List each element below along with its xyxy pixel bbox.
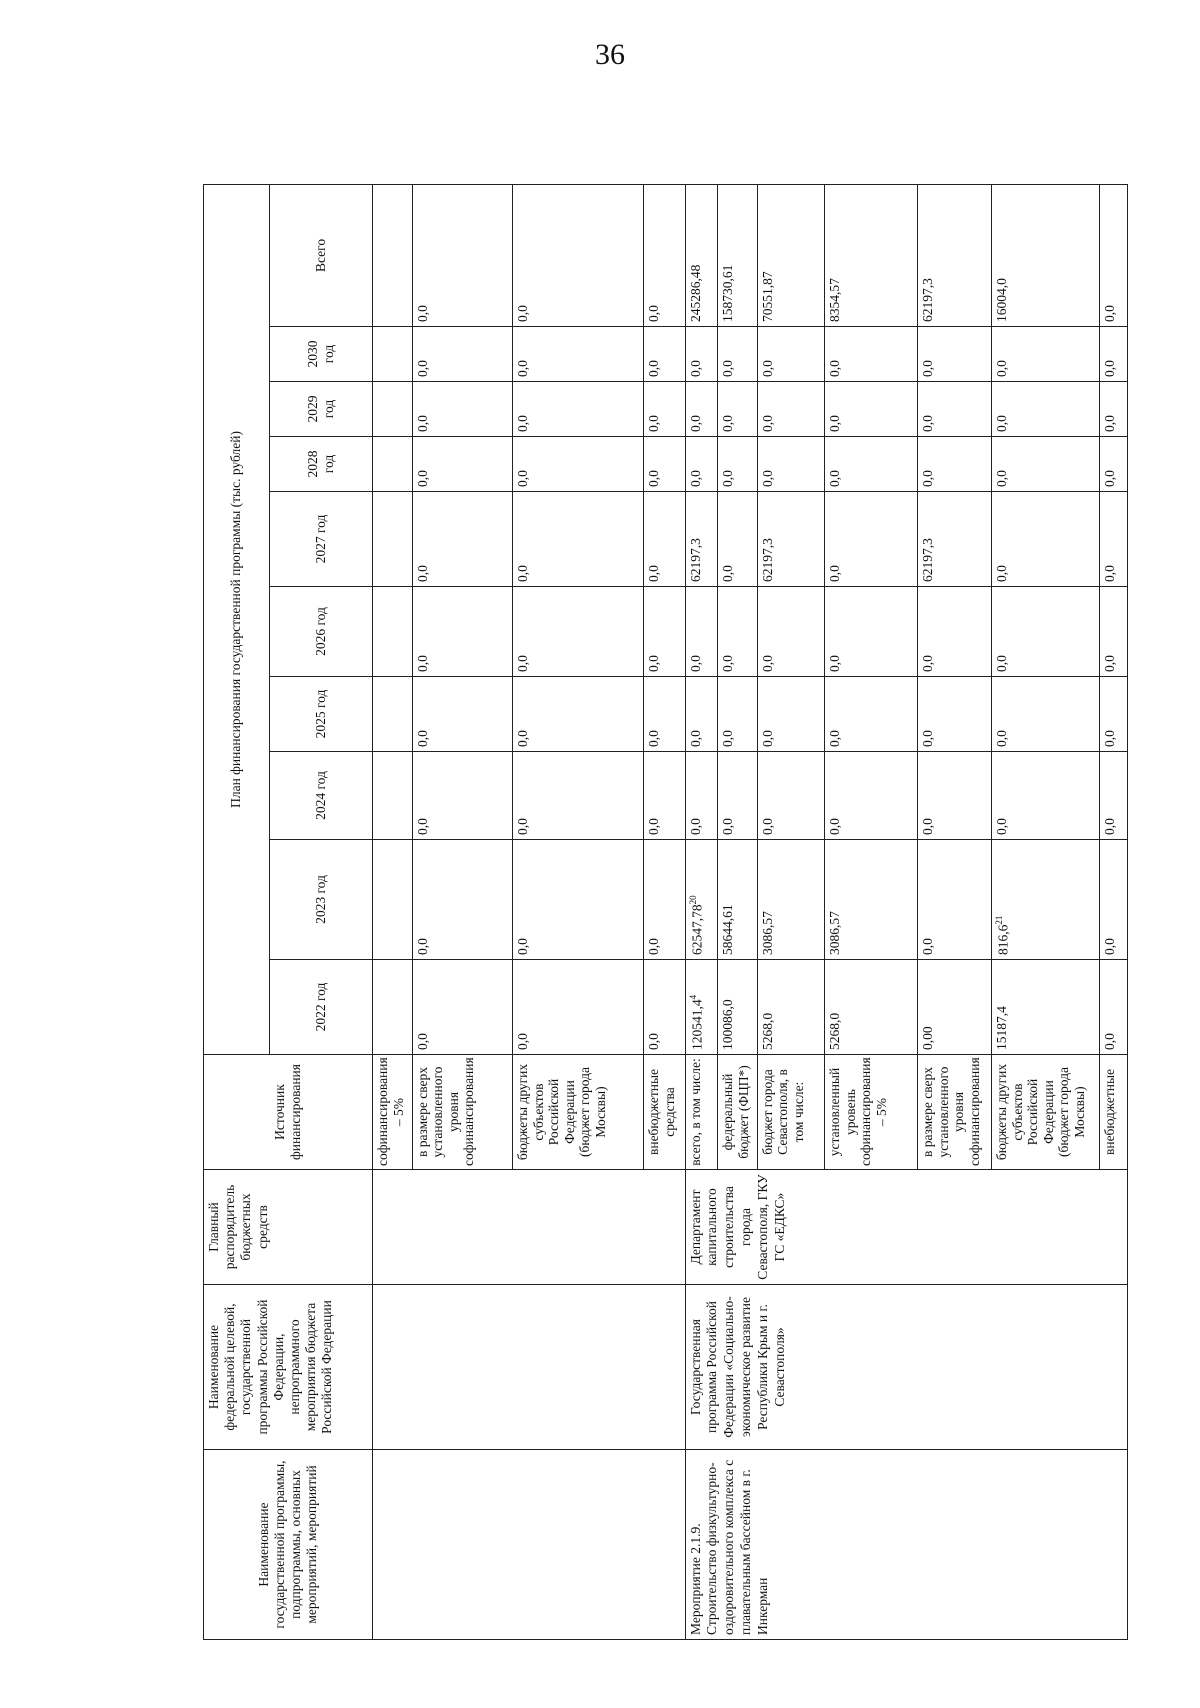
value-cell: 0,0 — [918, 587, 992, 677]
source-cell: бюджеты других субъектов Российской Федерации (бюджет города Москвы) — [992, 1055, 1099, 1170]
value-cell: 0,0 — [412, 382, 512, 437]
value-cell: 0,0 — [685, 382, 718, 437]
value-cell: 0,0 — [513, 437, 644, 492]
header-col-measure: Наименование государственной программы, подпрограммы, основных мероприятий, мероприятий — [204, 1450, 373, 1640]
value-cell: 0,0 — [825, 587, 918, 677]
value-cell: 816,6$^{21}$ — [992, 840, 1099, 960]
value-cell: 0,0 — [918, 327, 992, 382]
total-cell: 8354,57 — [825, 184, 918, 326]
header-row-1 — [204, 184, 270, 1639]
total-cell: 62197,3 — [918, 184, 992, 326]
value-cell: 0,0 — [1099, 382, 1127, 437]
header-col-program: Наименование федеральной целевой, государственной программы Российской Федерации, непрограммного мероприятия бюджета Российской Федерации — [204, 1285, 373, 1450]
value-cell: 0,0 — [412, 840, 512, 960]
value-cell: 0,0 — [644, 677, 685, 752]
footnote-ref: 20 — [687, 895, 698, 905]
program-name: Государственная программа Российской Федерации «Социально-экономическое развитие Республики Крым и г. Севастополя» — [685, 1285, 1127, 1450]
rotated-table-wrapper — [203, 185, 1128, 1640]
value-cell: 0,0 — [412, 677, 512, 752]
value-cell: 0,0 — [412, 960, 512, 1055]
value-cell: 0,0 — [513, 960, 644, 1055]
page-number: 36 — [595, 38, 625, 71]
value-cell: 0,0 — [718, 437, 757, 492]
total-cell: 158730,61 — [718, 184, 757, 326]
value-cell: 0,0 — [412, 437, 512, 492]
value-cell: 0,0 — [644, 840, 685, 960]
total-cell: 16004,0 — [992, 184, 1099, 326]
total-cell: 0,0 — [1099, 184, 1127, 326]
table-row — [685, 184, 718, 1639]
header-plan-group: План финансирования государственной программы (тыс. рублей) — [204, 184, 270, 1054]
value-cell: 3086,57 — [757, 840, 825, 960]
value-cell: 3086,57 — [825, 840, 918, 960]
total-cell: 245286,48 — [685, 184, 718, 326]
header-year: 2028 год — [269, 437, 373, 492]
value-cell: 0,0 — [1099, 437, 1127, 492]
value-cell: 0,0 — [412, 752, 512, 840]
value-cell: 0,0 — [1099, 960, 1127, 1055]
source-cell: установленный уровень софинансирования – 5% — [825, 1055, 918, 1170]
value-cell: 0,0 — [644, 382, 685, 437]
value-cell: 0,0 — [718, 382, 757, 437]
value-cell: 0,0 — [685, 327, 718, 382]
total-cell: 0,0 — [412, 184, 512, 326]
value-cell: 0,0 — [685, 587, 718, 677]
value-cell: 0,0 — [757, 437, 825, 492]
value-cell: 0,0 — [685, 752, 718, 840]
value-cell — [373, 960, 412, 1055]
prev-program-cell — [373, 1285, 685, 1450]
value-cell: 0,0 — [513, 587, 644, 677]
footnote-ref: 4 — [687, 994, 698, 1000]
footnote-ref: 21 — [994, 915, 1005, 925]
header-total: Всего — [269, 184, 373, 326]
value-cell: 0,0 — [412, 327, 512, 382]
value-cell: 0,0 — [513, 752, 644, 840]
value-cell: 0,0 — [644, 960, 685, 1055]
value-cell: 0,0 — [1099, 677, 1127, 752]
value-cell: 0,0 — [513, 382, 644, 437]
header-year: 2024 год — [269, 752, 373, 840]
value-cell: 5268,0 — [757, 960, 825, 1055]
source-cell: всего, в том числе: — [685, 1055, 718, 1170]
value-cell: 0,0 — [412, 587, 512, 677]
value-cell: 0,0 — [992, 752, 1099, 840]
source-cell: внебюджетные — [1099, 1055, 1127, 1170]
value-cell: 0,0 — [412, 492, 512, 587]
value-cell — [373, 752, 412, 840]
value-cell: 0,0 — [825, 382, 918, 437]
value-cell: 0,0 — [718, 752, 757, 840]
header-col-source: Источник финансирования — [204, 1055, 373, 1170]
value-cell — [373, 437, 412, 492]
source-cell: бюджет города Севастополя, в том числе: — [757, 1055, 825, 1170]
value-cell — [373, 677, 412, 752]
value-cell: 0,0 — [513, 492, 644, 587]
value-cell: 0,0 — [1099, 327, 1127, 382]
prev-measure-cell — [373, 1450, 685, 1640]
header-year: 2029 год — [269, 382, 373, 437]
value-cell: 0,0 — [918, 840, 992, 960]
value-cell: 0,0 — [513, 327, 644, 382]
header-year: 2030 год — [269, 327, 373, 382]
value-cell: 0,0 — [1099, 840, 1127, 960]
value-cell: 0,0 — [992, 382, 1099, 437]
value-cell: 0,0 — [918, 677, 992, 752]
prev-manager-cell — [373, 1170, 685, 1285]
value-cell: 0,0 — [918, 382, 992, 437]
header-year: 2022 год — [269, 960, 373, 1055]
header-col-manager: Главный распорядитель бюджетных средств — [204, 1170, 373, 1285]
value-cell: 0,0 — [825, 677, 918, 752]
value-cell: 100086,0 — [718, 960, 757, 1055]
total-cell: 0,0 — [513, 184, 644, 326]
value-cell: 58644,61 — [718, 840, 757, 960]
value-cell: 0,0 — [992, 492, 1099, 587]
value-cell: 0,0 — [644, 492, 685, 587]
total-cell: 0,0 — [644, 184, 685, 326]
value-cell: 0,0 — [644, 752, 685, 840]
value-cell: 0,0 — [513, 840, 644, 960]
value-cell: 5268,0 — [825, 960, 918, 1055]
value-cell: 0,0 — [685, 677, 718, 752]
value-cell: 0,0 — [918, 752, 992, 840]
value-cell: 0,0 — [992, 327, 1099, 382]
value-cell: 0,0 — [825, 752, 918, 840]
value-cell: 0,0 — [918, 437, 992, 492]
value-cell: 0,0 — [992, 587, 1099, 677]
total-cell — [373, 184, 412, 326]
value-cell: 120541,4$^4$ — [685, 960, 718, 1055]
value-cell: 15187,4 — [992, 960, 1099, 1055]
value-cell: 0,0 — [685, 437, 718, 492]
value-cell: 0,0 — [718, 327, 757, 382]
header-year: 2023 год — [269, 840, 373, 960]
value-cell: 0,0 — [513, 677, 644, 752]
value-cell — [373, 327, 412, 382]
source-cell: внебюджетные средства — [644, 1055, 685, 1170]
value-cell: 0,0 — [1099, 492, 1127, 587]
value-cell: 62547,78$^{20}$ — [685, 840, 718, 960]
value-cell: 0,0 — [718, 587, 757, 677]
value-cell: 0,0 — [1099, 752, 1127, 840]
measure-name: Мероприятие 2.1.9. Строительство физкультурно-оздоровительного комплекса с плавательным бассейном в г. Инкерман — [685, 1450, 1127, 1640]
source-cell: бюджеты других субъектов Российской Федерации (бюджет города Москвы) — [513, 1055, 644, 1170]
header-year: 2026 год — [269, 587, 373, 677]
source-cell: в размере сверх установленного уровня софинансирования — [918, 1055, 992, 1170]
value-cell — [373, 492, 412, 587]
value-cell: 0,0 — [718, 492, 757, 587]
value-cell: 0,0 — [992, 677, 1099, 752]
value-cell — [373, 587, 412, 677]
value-cell: 0,0 — [644, 587, 685, 677]
source-cell: софинансирования – 5% — [373, 1055, 412, 1170]
value-cell: 0,0 — [757, 327, 825, 382]
value-cell: 0,0 — [825, 327, 918, 382]
value-cell: 62197,3 — [685, 492, 718, 587]
value-cell: 0,0 — [757, 382, 825, 437]
value-cell: 0,0 — [757, 752, 825, 840]
value-cell: 0,0 — [757, 677, 825, 752]
header-year: 2025 год — [269, 677, 373, 752]
value-cell: 0,0 — [644, 327, 685, 382]
value-cell: 0,0 — [1099, 587, 1127, 677]
value-cell: 0,0 — [825, 492, 918, 587]
value-cell: 62197,3 — [757, 492, 825, 587]
financing-table — [203, 184, 1128, 1640]
source-cell: федеральный бюджет (ФЦП*) — [718, 1055, 757, 1170]
header-year: 2027 год — [269, 492, 373, 587]
value-cell: 62197,3 — [918, 492, 992, 587]
value-cell — [373, 840, 412, 960]
total-cell: 70551,87 — [757, 184, 825, 326]
value-cell: 0,0 — [718, 677, 757, 752]
value-cell: 0,0 — [992, 437, 1099, 492]
budget-manager: Департамент капитального строительства города Севастополя, ГКУ ГС «ЕДКС» — [685, 1170, 1127, 1285]
value-cell: 0,00 — [918, 960, 992, 1055]
value-cell: 0,0 — [757, 587, 825, 677]
value-cell: 0,0 — [644, 437, 685, 492]
value-cell — [373, 382, 412, 437]
value-cell: 0,0 — [825, 437, 918, 492]
table-row — [373, 184, 412, 1639]
source-cell: в размере сверх установленного уровня софинансирования — [412, 1055, 512, 1170]
